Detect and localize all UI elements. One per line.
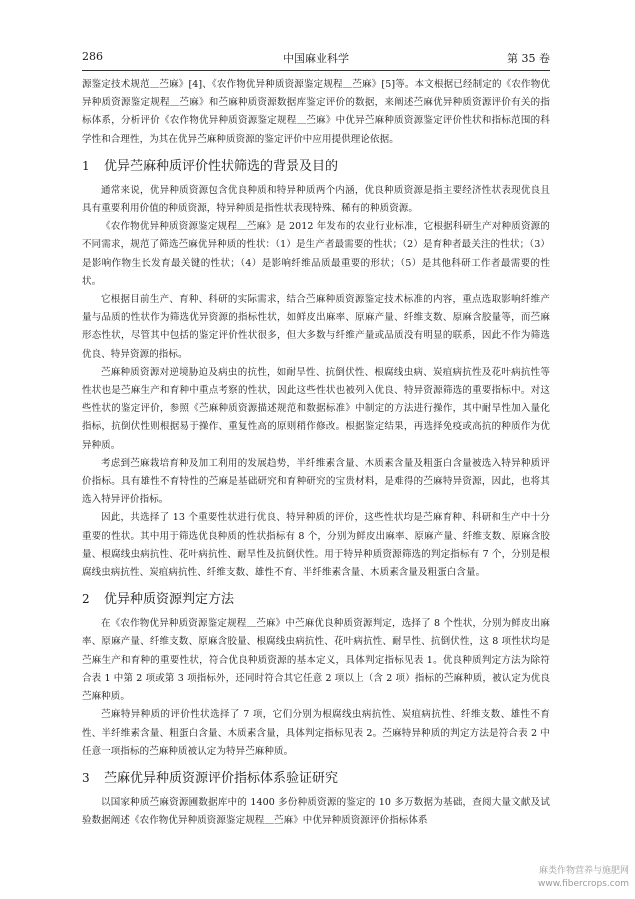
section-2-paragraph: 苎麻特异种质的评价性状选择了 7 项，它们分别为根腐线虫病抗性、炭疽病抗性、纤维支数、雄性不育性、半纤维素含量、粗蛋白含量、木质素含量，具体判定指标见表 2。苎麻特异种质的判定方法是符合表 2 中任意一项指标的苎麻种质被认定为特异苎麻种质。 — [82, 709, 550, 757]
intro-paragraph: 源鉴定技术规范＿苎麻》[4]、《农作物优异种质资源鉴定规程＿苎麻》[5]等。本文根据已经制定的《农作物优异种质资源鉴定规程＿苎麻》和苎麻种质资源数据库鉴定评价的数据，来阐述苎麻优异种质资源评价有关的指标体系，分析评价《农作物优异种质资源鉴定规程＿苎麻》中优异苎麻种质资源鉴定评价性状和指标范围的科学性和合理性，为其在优异苎麻种质资源的鉴定评价中应用提供理论依据。 — [82, 79, 550, 145]
volume-label: 第 35 卷 — [507, 52, 550, 65]
section-2-heading — [82, 588, 550, 611]
section-1-paragraph: 考虑到苎麻栽培育种及加工利用的发展趋势，半纤维素含量、木质素含量及粗蛋白含量被选入特异种质评价指标。具有雄性不育特性的苎麻是基础研究和育种研究的宝贵材料，是难得的苎麻特异资源，因此，也将其选入特异评价指标。 — [82, 457, 550, 506]
section-3-heading — [82, 767, 550, 790]
section-number: 2 — [82, 592, 90, 607]
header-rule — [82, 70, 550, 71]
section-1-paragraph: 因此，共选择了 13 个重要性状进行优良、特异种质的评价，这些性状均是苎麻育种、科研和生产中十分重要的性状。其中用于筛选优良种质的性状指标有 8 个，分别为鲜皮出麻率、原麻产量、纤维支数、原麻含胶量、根腐线虫病抗性、花叶病抗性、耐旱性及抗倒伏性。用于特异种质资源筛选的判定指标有 7 个，分别是根腐线虫病抗性、炭疽病抗性、纤维支数、雄性不育、半纤维素含量、木质素含量及粗蛋白含量。 — [82, 512, 550, 579]
section-title: 优异苎麻种质评价性状筛选的背景及目的 — [104, 158, 339, 174]
section-1-paragraph: 通常来说，优异种质资源包含优良种质和特异种质两个内涵，优良种质资源是指主要经济性状表现优良且具有重要利用价值的种质资源，特异种质是指性状表现特殊、稀有的种质资源。 — [82, 184, 550, 215]
journal-title: 中国麻业科学 — [283, 52, 349, 65]
section-1-paragraph: 苎麻种质资源对逆境胁迫及病虫的抗性，如耐旱性、抗倒伏性、根腐线虫病、炭疽病抗性及花叶病抗性等性状也是苎麻生产和育种中重点考察的性状，因此这些性状也被列入优良、特异资源筛选的重要指标中。对这些性状的鉴定评价，参照《苎麻种质资源描述规范和数据标准》中制定的方法进行操作，其中耐旱性加入量化指标，抗倒伏性则根据易于操作、重复性高的原则稍作修改。根据鉴定结果，再选择免疫或高抗的种质作为优异种质。 — [82, 366, 550, 451]
watermark-url: www.fibercrops.com — [538, 879, 629, 889]
site-watermark — [479, 865, 629, 891]
section-title: 优异种质资源判定方法 — [104, 592, 235, 608]
section-title: 苎麻优异种质资源评价指标体系验证研究 — [104, 770, 339, 786]
section-1-paragraph: 它根据目前生产、育种、科研的实际需求，结合苎麻种质资源鉴定技术标准的内容，重点选取影响纤维产量与品质的性状作为筛选优异资源的指标性状，如鲜皮出麻率、原麻产量、纤维支数、原麻含胶量等，而苎麻形态性状，尽管其中包括的鉴定评价性状很多，但大多数与纤维产量或品质没有明显的联系，因此不作为筛选优良、特异资源的指标。 — [82, 294, 550, 360]
watermark-name: 麻类作物营养与施肥网 — [538, 866, 629, 876]
section-3-paragraph: 以国家种质苎麻资源圃数据库中的 1400 多份种质资源的鉴定的 10 多万数据为基础，查阅大量文献及试验数据阐述《农作物优异种质资源鉴定规程＿苎麻》中优异种质资源评价指标体系 — [82, 796, 550, 827]
section-number: 1 — [82, 158, 90, 173]
section-number: 3 — [82, 770, 90, 785]
article-body — [82, 76, 550, 830]
page-number: 286 — [82, 50, 103, 63]
running-header — [82, 50, 550, 68]
section-1-paragraph: 《农作物优异种质资源鉴定规程＿苎麻》是 2012 年发布的农业行业标准，它根据科研生产对种质资源的不同需求，规范了筛选苎麻优异种质的性状：（1）是生产者最需要的性状；（2）是育种者最关注的性状；（3）是影响作物生长发育最关键的性状；（4）是影响纤维品质最重要的形状；（5）是其他科研工作者最需要的性状。 — [82, 221, 550, 287]
section-2-paragraph: 在《农作物优异种质资源鉴定规程＿苎麻》中苎麻优良种质资源判定，选择了 8 个性状，分别为鲜皮出麻率、原麻产量、纤维支数、原麻含胶量、根腐线虫病抗性、花叶病抗性、耐旱性、抗倒伏性，这 8 项性状均是苎麻生产和育种的重要性状，符合优良种质资源的基本定义，具体判定指标见表 1。优良种质判定方法为除符合表 1 中第 2 项或第 3 项指标外，还同时符合其它任意 2 项以上（含 2 项）指标的苎麻种质，被认定为优良苎麻种质。 — [82, 618, 550, 703]
section-1-heading — [82, 155, 550, 178]
